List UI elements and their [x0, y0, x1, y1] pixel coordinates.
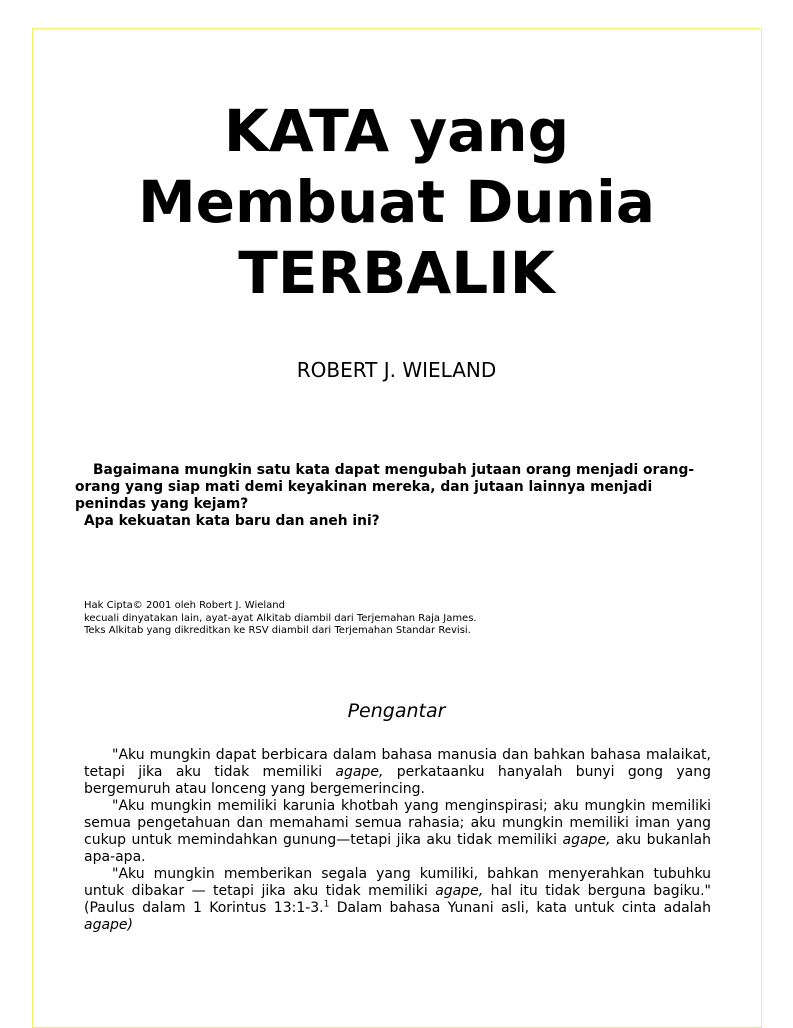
author-name: ROBERT J. WIELAND [296, 358, 497, 382]
p1-text-b: perkataanku hanyalah bunyi gong yang bergemuruh atau lonceng yang bergemerincing. [84, 764, 711, 797]
p2-emphasis: agape, [562, 832, 611, 848]
book-title [0, 96, 793, 309]
intro-paragraph-1 [84, 747, 711, 798]
title-line-1: KATA yang [223, 97, 570, 165]
copyright-line-3: Teks Alkitab yang dikreditkan ke RSV diambil dari Terjemahan Standar Revisi. [84, 625, 471, 636]
footnote-marker[interactable]: 1 [323, 899, 330, 910]
copyright-notice [84, 600, 684, 638]
p3-text-b: hal itu tidak berguna bagiku." (Paulus dalam 1 Korintus 13:1-3. [84, 883, 711, 916]
intro-heading: Pengantar [347, 700, 446, 722]
p1-emphasis: agape, [335, 764, 384, 780]
title-line-3: TERBALIK [238, 239, 555, 307]
intro-paragraph-2 [84, 798, 711, 866]
question-line-4: Apa kekuatan kata baru dan aneh ini? [84, 513, 380, 529]
p3-text-c: Dalam bahasa Yunani asli, kata untuk cinta adalah [329, 900, 711, 916]
intro-paragraph-3 [84, 866, 711, 934]
p2-text-a: "Aku mungkin memiliki karunia khotbah yang menginspirasi; aku mungkin memiliki semua pengetahuan dan memahami semua rahasia; aku mungkin memiliki iman yang cukup untuk memindahkan gunung—tetapi jika aku tidak memiliki [84, 798, 711, 848]
question-block [75, 462, 715, 530]
question-line-2: orang yang siap mati demi keyakinan mereka, dan jutaan lainnya menjadi [75, 479, 653, 495]
intro-body [84, 747, 711, 934]
p3-text-a: "Aku mungkin memberikan segala yang kumiliki, bahkan menyerahkan tubuhku untuk dibakar — tetapi jika aku tidak memiliki [84, 866, 711, 899]
p3-emphasis-2: agape) [84, 917, 134, 933]
copyright-line-2: kecuali dinyatakan lain, ayat-ayat Alkitab diambil dari Terjemahan Raja James. [84, 612, 477, 624]
p1-text-a: "Aku mungkin dapat berbicara dalam bahasa manusia dan bahkan bahasa malaikat, tetapi jika aku tidak memiliki [84, 747, 711, 780]
p3-emphasis: agape, [435, 883, 484, 899]
title-line-2: Membuat Dunia [137, 168, 656, 236]
question-line-3: penindas yang kejam? [75, 496, 249, 512]
question-line-1: Bagaimana mungkin satu kata dapat mengubah jutaan orang menjadi orang- [93, 462, 695, 478]
copyright-line-1: Hak Cipta© 2001 oleh Robert J. Wieland [84, 600, 285, 611]
p2-text-b: aku bukanlah apa-apa. [84, 832, 711, 865]
